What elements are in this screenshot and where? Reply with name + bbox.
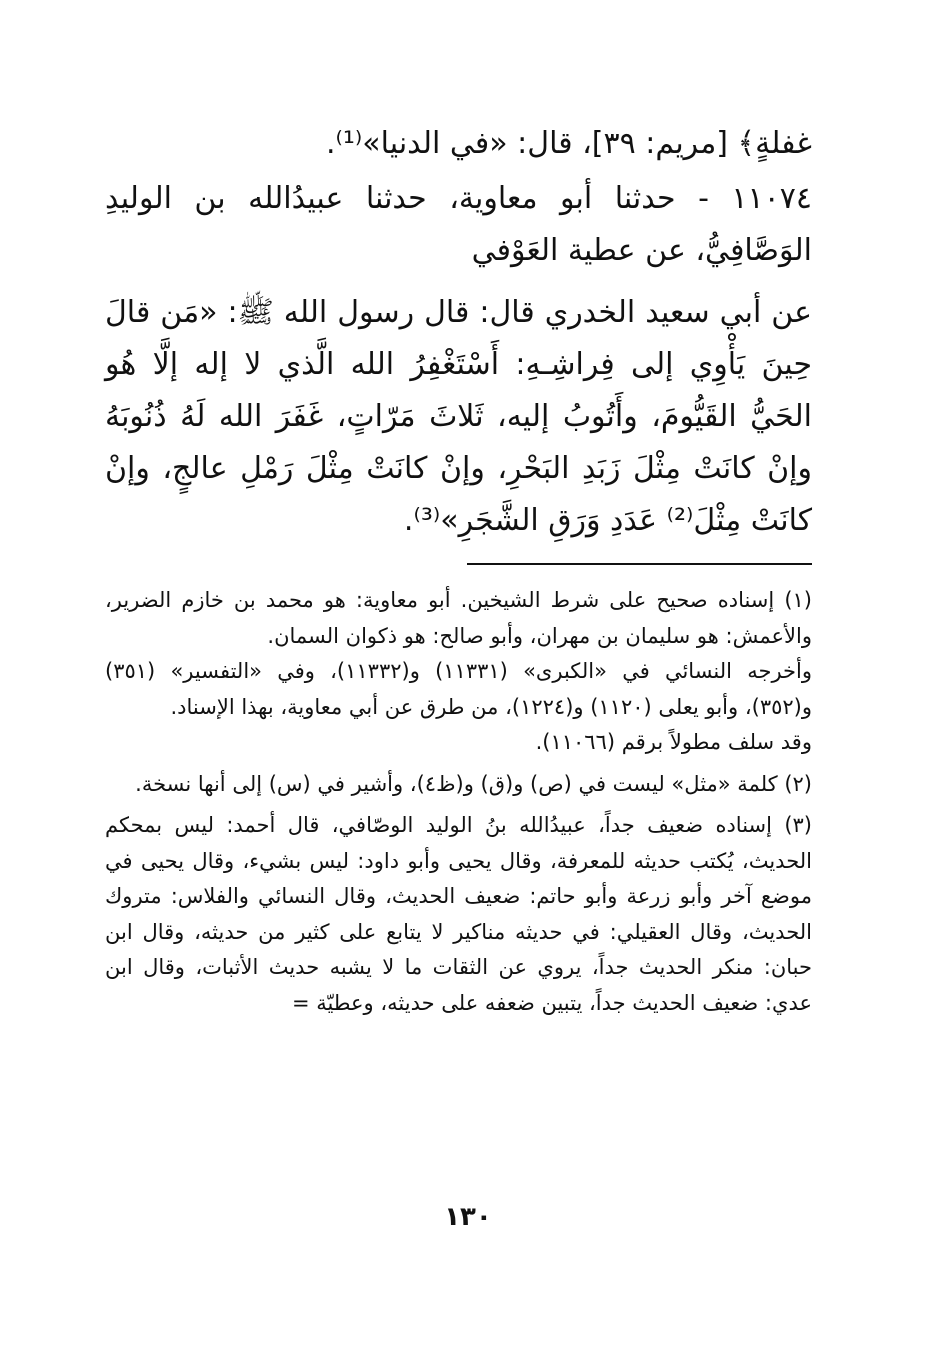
footnote-1: (١) إسناده صحيح على شرط الشيخين. أبو معاوية: هو محمد بن خازم الضرير، والأعمش: هو سليمان بن مهران، وأبو صالح: هو ذكوان السمان. [105,588,812,648]
footnote-2: (٢) كلمة «مثل» ليست في (ص) و(ق) و(ظ٤)، وأشير في (س) إلى أنها نسخة. [135,771,812,796]
hadith-text: عن أبي سعيد الخدري قال: قال رسول الله ﷺ: «مَن قالَ حِينَ يَأْوِي إلى فِراشِـهِ: أَسْتَغْفِرُ الله الَّذي لا إله إلَّا هُو الحَيُّ القَيُّومَ، وأَتُوبُ إليه، ثَلاثَ مَرّاتٍ، غَفَرَ الله لَهُ ذُنُوبَهُ وإنْ كانَتْ مِثْلَ زَبَدِ البَحْرِ، وإنْ كانَتْ مِثْلَ رَمْلِ عالجٍ، وإنْ كانَتْ مِثْلَ⁽²⁾ عَدَدِ وَرَقِ الشَّجَرِ»⁽³⁾. [105,295,812,538]
hadith-chain-of-narration: ١١٠٧٤ - حدثنا أبو معاوية، حدثنا عبيدُالله بن الوليدِ الوَصَّافِيُّ، عن عطية العَوْفي [105,181,812,268]
main-text [105,118,812,547]
footnotes [105,583,812,1021]
page-number: ١٣٠ [444,1202,492,1232]
footnote-1-cross-reference: وقد سلف مطولاً برقم (١١٠٦٦). [535,730,812,754]
footnote-3: (٣) إسناده ضعيف جداً، عبيدُالله بنُ الوليد الوصّافي، قال أحمد: ليس بمحكم الحديث، يُكتب حديثه للمعرفة، وقال يحيى وأبو داود: ليس بشيء، وقال يحيى في موضع آخر وأبو زرعة وأبو حاتم: ضعيف الحديث، وقال النسائي والفلاس: متروك الحديث، وقال العقيلي: في حديثه مناكير لا يتابع على كثير من حديثه، وقال ابن حبان: منكر الحديث جداً، يروي عن الثقات ما لا يشبه حديث الأثبات، وقال ابن عدي: ضعيف الحديث جداً، يتبين ضعفه على حديثه، وعطيّة = [105,813,812,1015]
footnote-1-sources: وأخرجه النسائي في «الكبرى» (١١٣٣١) و(١١٣٣٢)، وفي «التفسير» (٣٥١) و(٣٥٢)، وأبو يعلى (١١٢٠) و(١٢٢٤)، من طرق عن أبي معاوية، بهذا الإسناد. [105,659,813,719]
book-page [105,118,812,1021]
footnote-separator [467,563,812,565]
verse-continuation-line: غفلةٍ﴾ [مريم: ٣٩]، قال: «في الدنيا»⁽¹⁾. [325,126,812,161]
